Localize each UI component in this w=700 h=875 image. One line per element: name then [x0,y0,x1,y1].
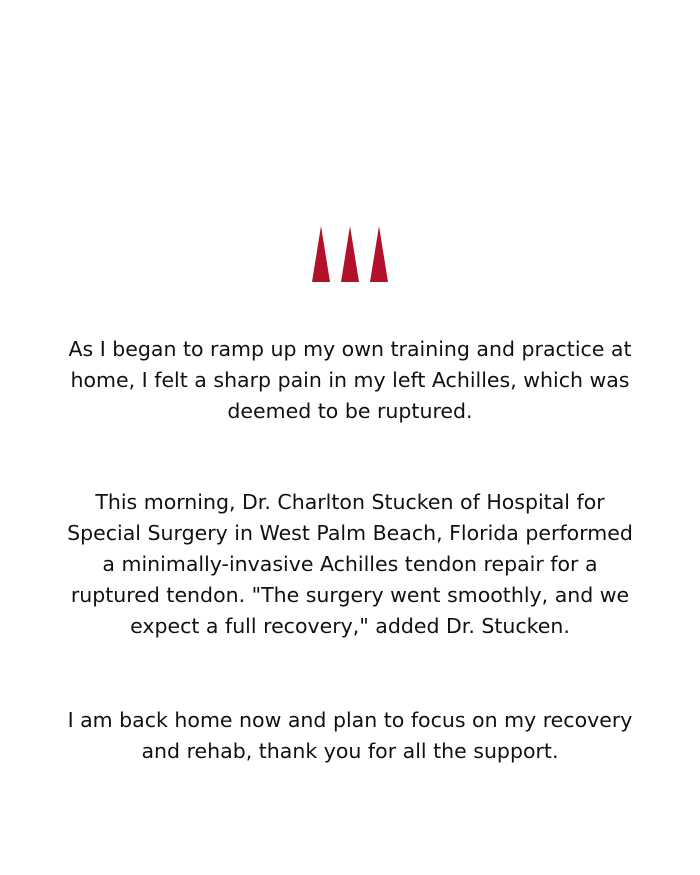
statement-paragraph-injury: As I began to ramp up my own training and practice at home, I felt a sharp pain in my left Achilles, which was deemed to be ruptured. [68,337,632,423]
spire-icon-left [312,226,330,282]
statement-paragraph-recovery: I am back home now and plan to focus on my recovery and rehab, thank you for all the support. [67,708,633,763]
logo [312,226,388,282]
spire-icon-right [370,226,388,282]
spire-icon-middle [341,226,359,282]
statement-paragraph-surgery: This morning, Dr. Charlton Stucken of Hospital for Special Surgery in West Palm Beach, Florida performed a minimally-invasive Achilles tendon repair for a ruptured tendon. "The surgery went smoothly, and we expect a full recovery," added Dr. Stucken. [67,490,633,638]
